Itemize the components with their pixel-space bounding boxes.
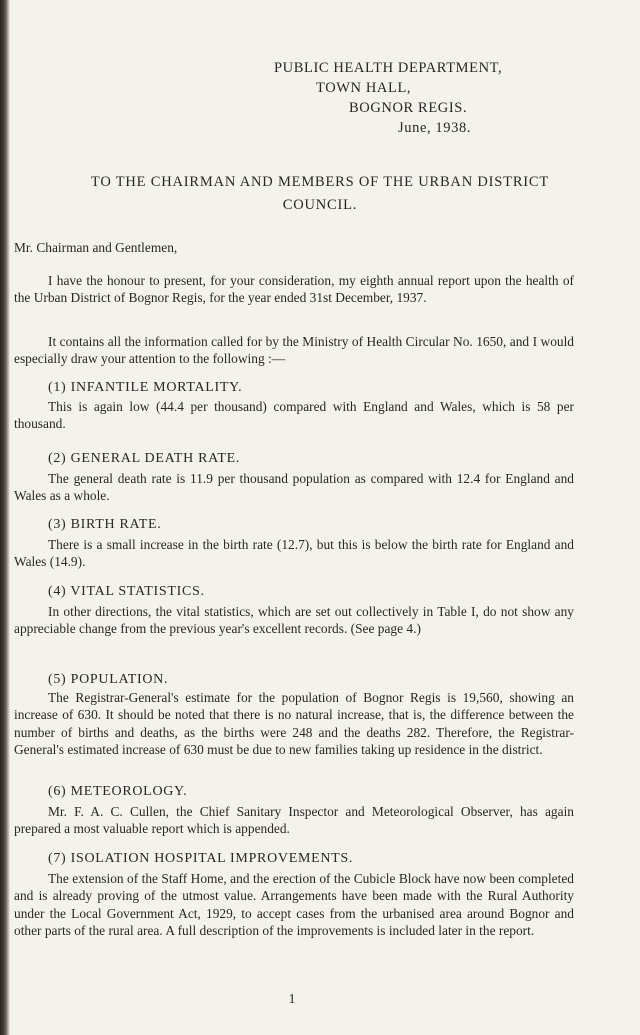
section-heading-general-death-rate: (2) GENERAL DEATH RATE. <box>48 451 241 466</box>
section-heading-population: (5) POPULATION. <box>48 672 169 687</box>
page-number: 1 <box>288 992 296 1007</box>
address-line-town-hall: TOWN HALL, <box>316 80 412 96</box>
salutation-line-2: COUNCIL. <box>282 197 358 213</box>
section-heading-infantile-mortality: (1) INFANTILE MORTALITY. <box>48 380 243 395</box>
section-text-population: The Registrar-General's estimate for the population of Bognor Regis is 19,560, showing an increase of 630. It should be noted that there is no natural increase, that is, the difference between the number of births and deaths, as the births were 248 and the deaths 282. Therefore, the Registrar-General's estimated increase of 630 must be due to new families taking up residence in the district. <box>14 690 574 758</box>
section-text-general-death-rate: The general death rate is 11.9 per thousand population as compared with 12.4 for England and Wales as a whole. <box>14 471 574 504</box>
section-text-isolation-hospital: The extension of the Staff Home, and the erection of the Cubicle Block have now been completed and is already proving of the utmost value. Arrangements have been made with the Rural Authority under the Local Government Act, 1929, to accept cases from the urbanised area around Bognor and other parts of the rural area. A full description of the improvements is included later in the report. <box>14 871 574 939</box>
section-heading-meteorology: (6) METEOROLOGY. <box>48 784 188 799</box>
letter-date: June, 1938. <box>398 120 472 136</box>
section-text-infantile-mortality: This is again low (44.4 per thousand) compared with England and Wales, which is 58 per thousand. <box>14 399 574 432</box>
section-text-vital-statistics: In other directions, the vital statistics, which are set out collectively in Table I, do not show any appreciable change from the previous year's excellent records. (See page 4.) <box>14 604 574 637</box>
intro-paragraph-2: It contains all the information called for by the Ministry of Health Circular No. 1650, and I would especially draw your attention to the following :— <box>14 334 574 367</box>
section-text-birth-rate: There is a small increase in the birth rate (12.7), but this is below the birth rate for England and Wales (14.9). <box>14 537 574 570</box>
salutation-line-1: TO THE CHAIRMAN AND MEMBERS OF THE URBAN DISTRICT <box>90 174 550 190</box>
address-line-town: BOGNOR REGIS. <box>349 100 468 116</box>
section-heading-vital-statistics: (4) VITAL STATISTICS. <box>48 584 205 599</box>
section-heading-isolation-hospital: (7) ISOLATION HOSPITAL IMPROVEMENTS. <box>48 851 354 866</box>
intro-paragraph-1: I have the honour to present, for your consideration, my eighth annual report upon the health of the Urban District of Bognor Regis, for the year ended 31st December, 1937. <box>14 273 574 306</box>
letterhead-address <box>274 58 502 138</box>
address-line-department: PUBLIC HEALTH DEPARTMENT, <box>274 60 503 76</box>
salutation-heading <box>40 171 600 217</box>
greeting: Mr. Chairman and Gentlemen, <box>14 240 178 255</box>
section-text-meteorology: Mr. F. A. C. Cullen, the Chief Sanitary Inspector and Meteorological Observer, has again prepared a most valuable report which is appended. <box>14 804 574 837</box>
section-heading-birth-rate: (3) BIRTH RATE. <box>48 517 162 532</box>
